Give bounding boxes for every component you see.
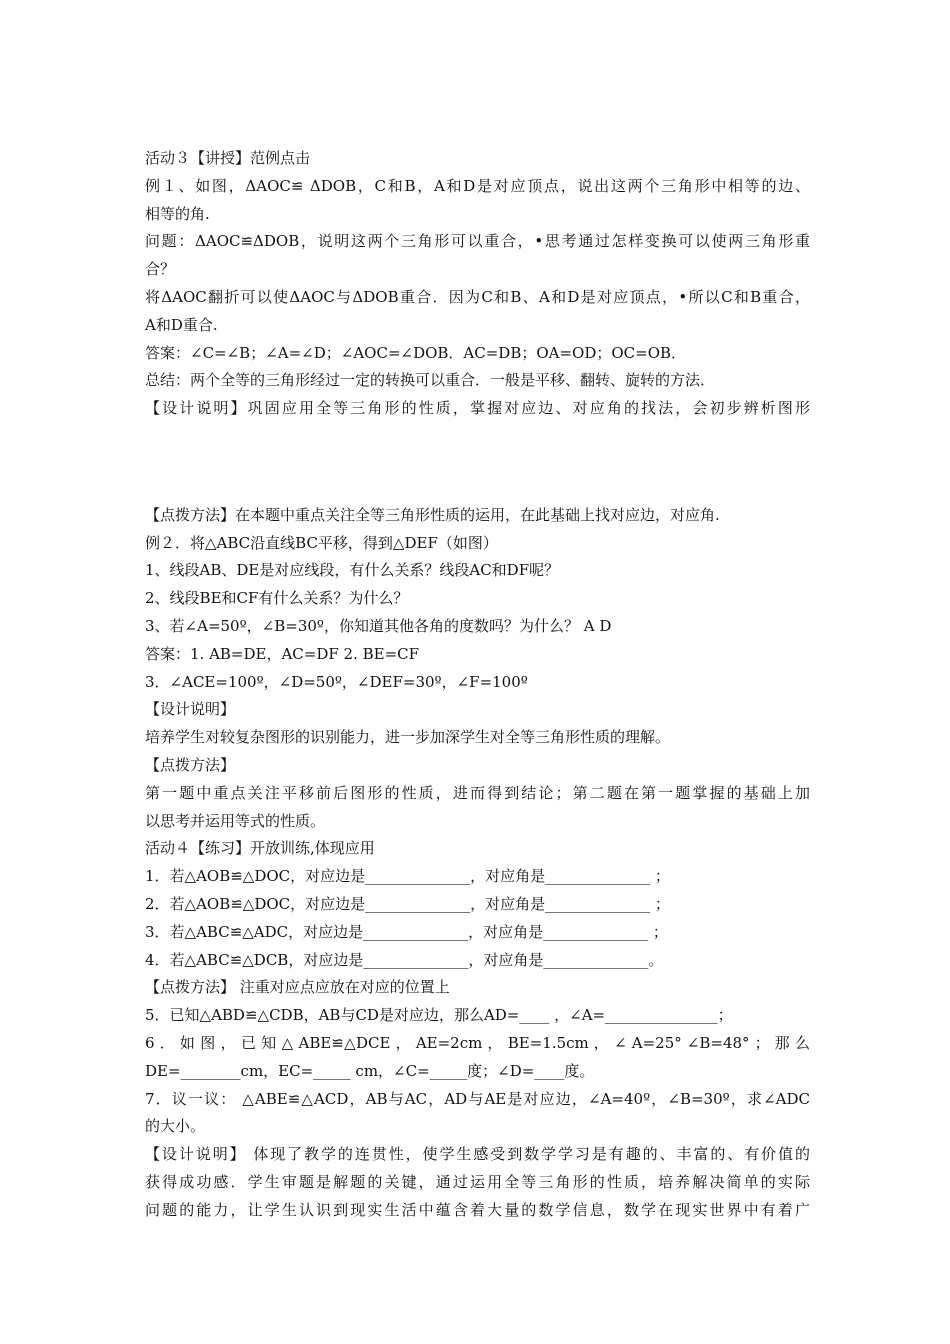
design-note3-line2: 获得成功感．学生审题是解题的关键，通过运用全等三角形的性质，培养解决简单的实际 [145,1173,810,1191]
flip-line2: A和D重合. [145,316,218,334]
answer1: 答案：∠C=∠B；∠A=∠D；∠AOC=∠DOB．AC=DB；OA=OD；OC=OB． [145,344,687,362]
design-note2-body: 培养学生对较复杂图形的识别能力，进一步加深学生对全等三角形性质的理解。 [145,728,671,746]
answer2-line1: 答案：1. AB=DE，AC=DF 2. BE=CF [145,645,420,663]
hint-method3: 【点拨方法】 注重对应点应放在对应的位置上 [145,978,450,996]
hint-method2-heading: 【点拨方法】 [145,756,236,774]
hint-method2-line1: 第一题中重点关注平移前后图形的性质，进而得到结论；第二题在第一题掌握的基础上加 [145,784,810,802]
example2-q3: 3、若∠A=50º，∠B=30º，你知道其他各角的度数吗？为什么？ A D [145,617,612,635]
exercise7-line2: 的大小。 [145,1117,206,1135]
answer2-line2: 3．∠ACE=100º，∠D=50º，∠DEF=30º，∠F=100º [145,673,528,691]
exercise3: 3．若△ABC≌△ADC，对应边是______________，对应角是______________ ； [145,923,668,941]
hint-method1: 【点拨方法】在本题中重点关注全等三角形性质的运用，在此基础上找对应边，对应角. [145,506,720,524]
example2-q2: 2、线段BE和CF有什么关系？为什么？ [145,589,409,607]
example2-heading: 例２．将△ABC沿直线BC平移，得到△DEF（如图） [145,534,498,552]
exercise1: 1．若△AOB≌△DOC，对应边是______________，对应角是______________ ； [145,867,670,885]
design-note1: 【设计说明】巩固应用全等三角形的性质，掌握对应边、对应角的找法，会初步辨析图形 [145,399,810,417]
activity3-heading: 活动３【讲授】范例点击 [145,149,311,167]
design-note3-line3: 问题的能力，让学生认识到现实生活中蕴含着大量的数学信息，数学在现实世界中有着广 [145,1201,810,1219]
question-line2: 合？ [145,260,176,278]
flip-line1: 将ΔAOC翻折可以使ΔAOC与ΔDOB重合．因为C和B、A和D是对应顶点，•所以C和B重合， [145,288,810,306]
design-note2-heading: 【设计说明】 [145,700,236,718]
question-line1: 问题：ΔAOC≌ΔDOB，说明这两个三角形可以重合，•思考通过怎样变换可以使两三角形重 [145,232,810,250]
exercise2: 2．若△AOB≌△DOC，对应边是______________，对应角是______________ ； [145,895,670,913]
activity4-heading: 活动４【练习】开放训练,体现应用 [145,839,375,857]
example2-q1: 1、线段AB、DE是对应线段，有什么关系？线段AC和DF呢？ [145,561,560,579]
example1-line2: 相等的角. [145,205,210,223]
exercise4: 4．若△ABC≌△DCB，对应边是______________，对应角是______________。 [145,951,664,969]
hint-method2-line2: 以思考并运用等式的性质。 [145,812,326,830]
summary: 总结：两个全等的三角形经过一定的转换可以重合．一般是平移、翻转、旋转的方法． [145,371,716,389]
design-note3-line1: 【设计说明】 体现了教学的连贯性，使学生感受到数学学习是有趣的、丰富的、有价值的 [145,1145,810,1163]
exercise6-line2: DE=________cm，EC=_____ cm，∠C=_____度；∠D=____度。 [145,1062,595,1080]
exercise7-line1: 7．议一议： △ABE≌△ACD，AB与AC，AD与AE是对应边，∠A=40º，∠B=30º，求∠ADC [145,1090,810,1108]
example1-line1: 例１、如图，ΔAOC≌ ΔDOB，C和B，A和D是对应顶点，说出这两个三角形中相等的边、 [145,177,810,195]
exercise5: 5．已知△ABD≌△CDB，AB与CD是对应边，那么AD=____ ，∠A=_______________； [145,1006,733,1024]
exercise6-line1: 6 ． 如 图 ， 已 知 △ ABE≌△DCE ， AE=2cm ， BE=1.5cm ， ∠ A=25° ∠B=48° ； 那 么 [145,1034,810,1052]
